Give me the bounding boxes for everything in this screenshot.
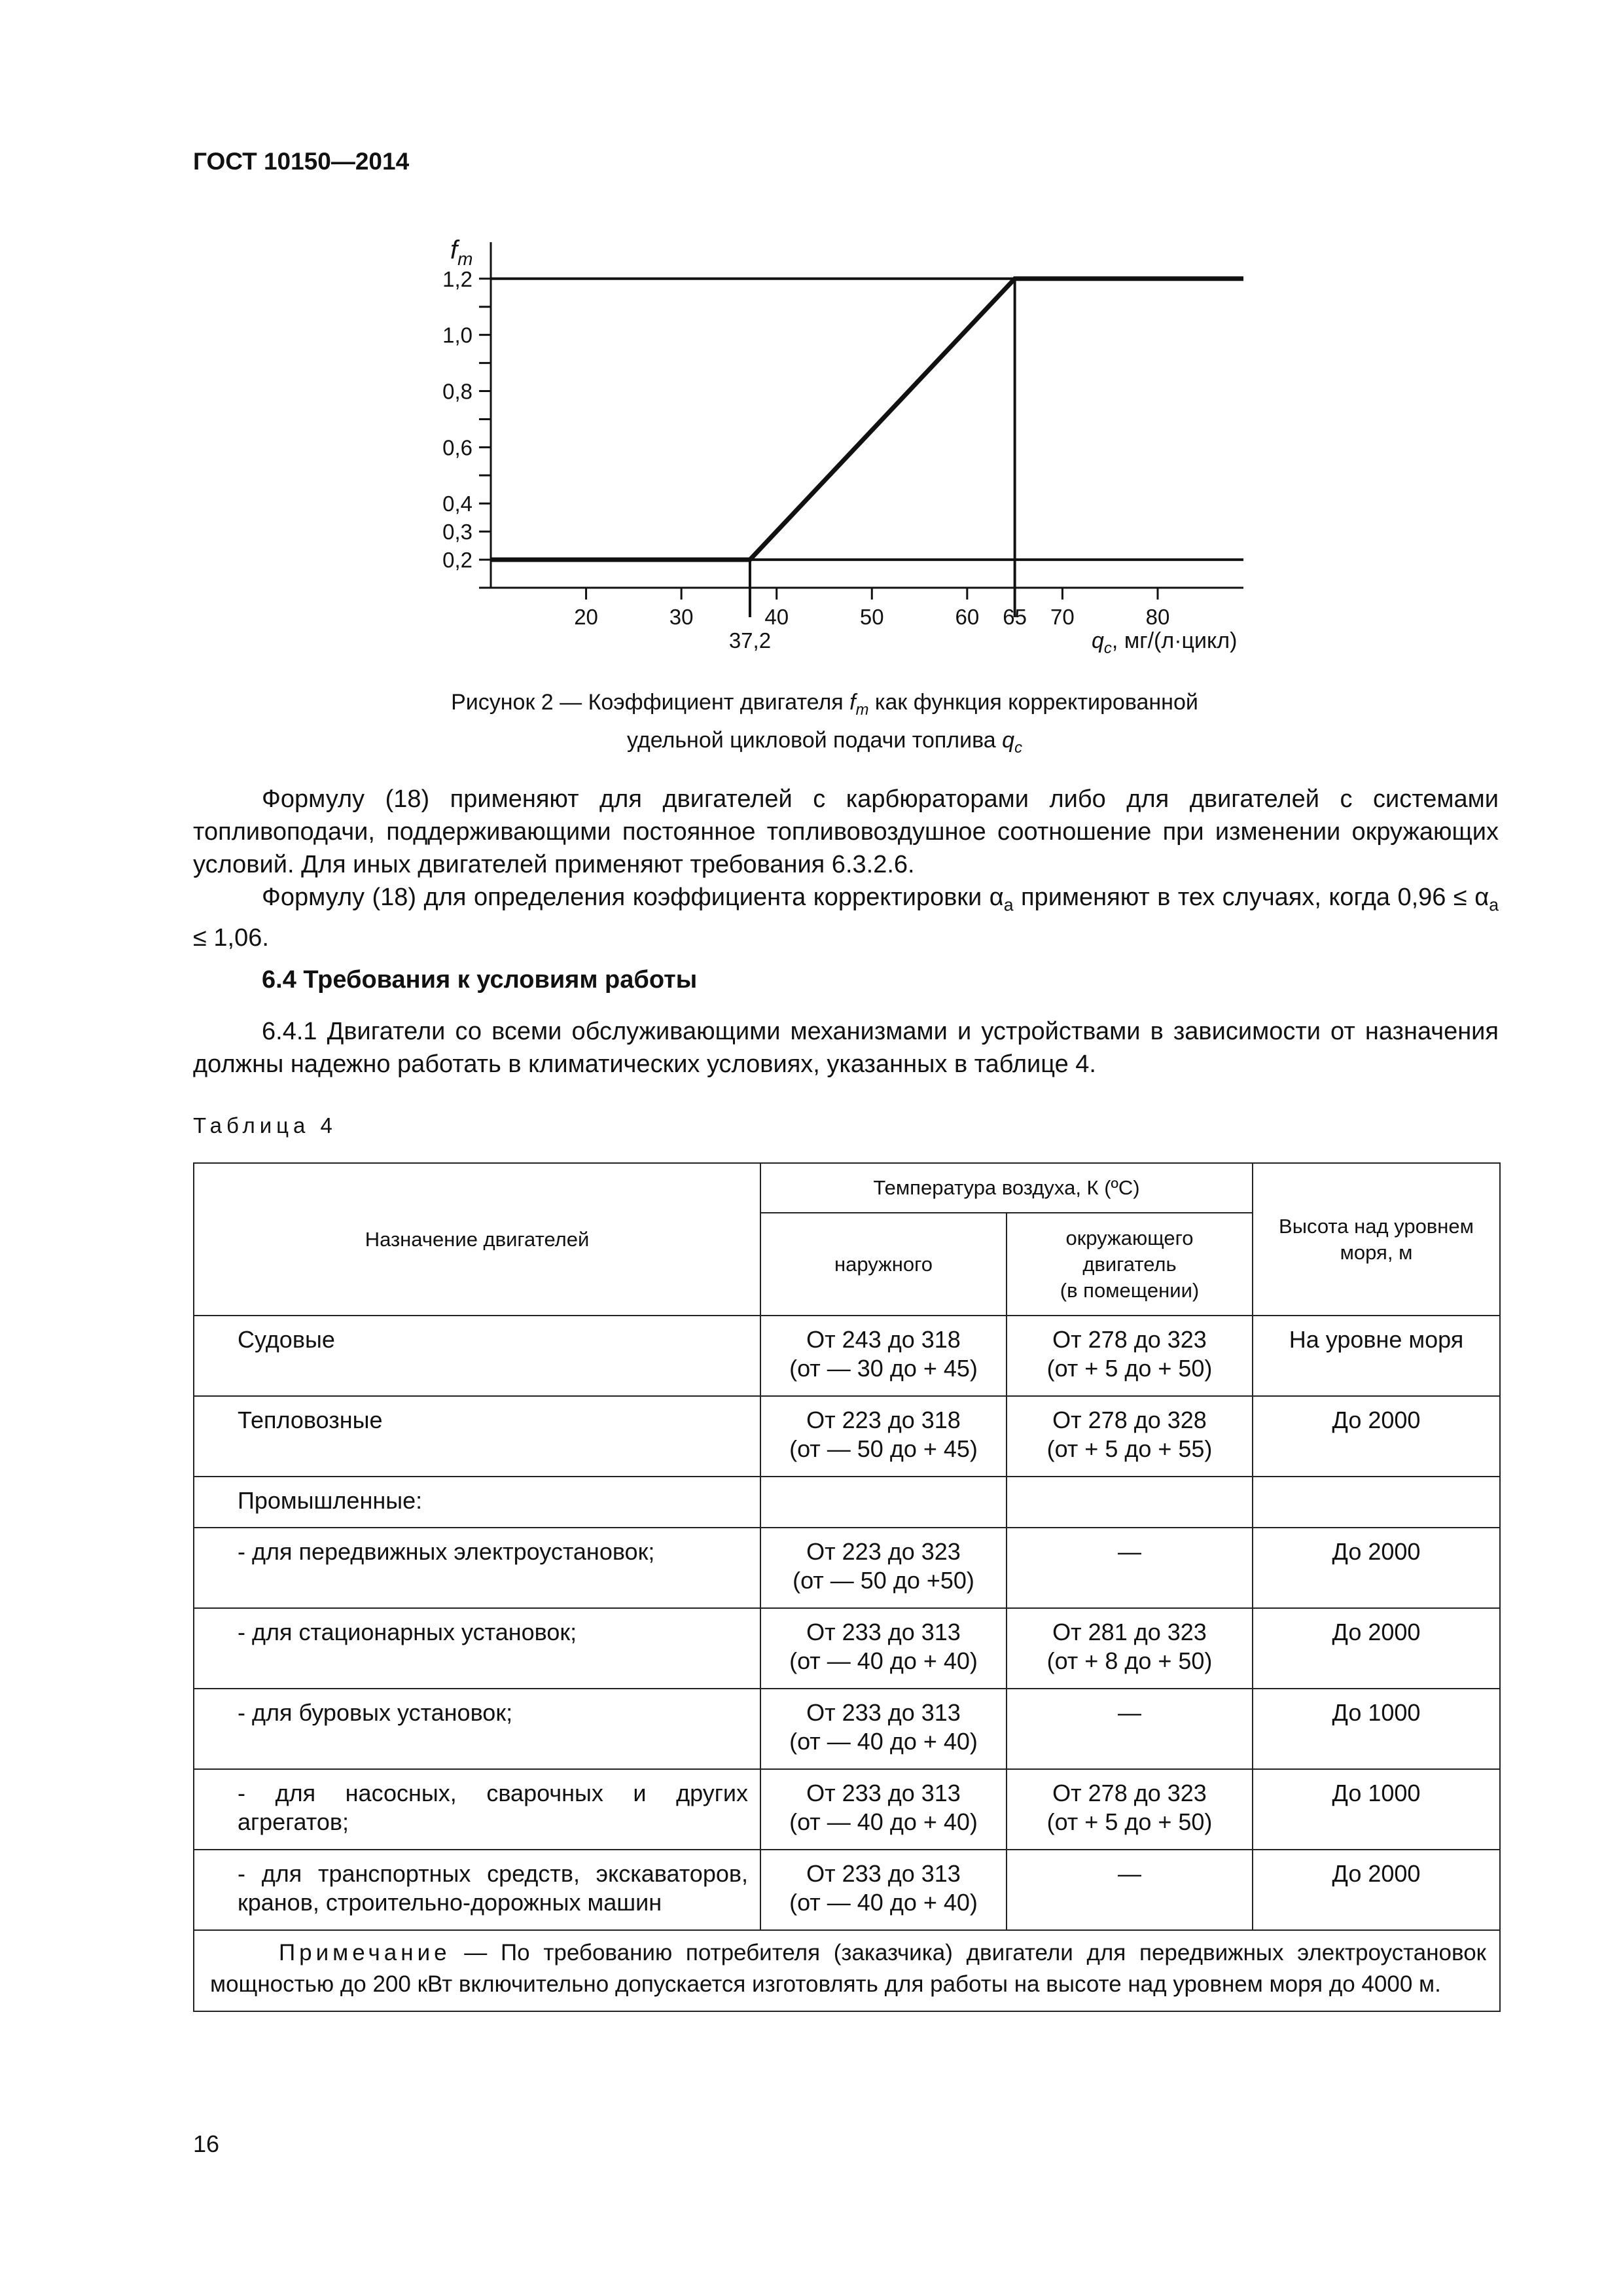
y-tick-label: 0,3	[442, 520, 473, 545]
cell-altitude: До 2000	[1253, 1396, 1500, 1477]
table-row	[194, 1769, 1500, 1850]
y-axis-label: $f_m$	[450, 236, 473, 269]
chart-y-ticks	[442, 267, 491, 588]
table-row	[194, 1396, 1500, 1477]
y-tick-label: 1,0	[442, 323, 473, 348]
table-row	[194, 1477, 1500, 1528]
cell-purpose: Тепловозные	[194, 1396, 760, 1477]
cell-altitude	[1253, 1477, 1500, 1528]
section-heading: 6.4 Требования к условиям работы	[262, 966, 698, 994]
cell-purpose: - для передвижных электроустановок;	[194, 1528, 760, 1608]
cell-altitude: До 2000	[1253, 1608, 1500, 1689]
cell-altitude: До 2000	[1253, 1528, 1500, 1608]
chart-x-ticks	[574, 588, 1169, 653]
table-row	[194, 1528, 1500, 1608]
header-temperature: Температура воздуха, К (ºС)	[760, 1163, 1253, 1213]
cell-purpose: Судовые	[194, 1316, 760, 1396]
cell-purpose: - для стационарных установок;	[194, 1608, 760, 1689]
cell-outdoor-temp: От 223 до 318 (от — 50 до + 45)	[760, 1396, 1007, 1477]
document-header: ГОСТ 10150—2014	[193, 148, 410, 175]
cell-purpose: Промышленные:	[194, 1477, 760, 1528]
y-tick-label: 0,6	[442, 435, 473, 460]
chart-series	[491, 279, 1243, 560]
series-line	[491, 279, 1243, 560]
cell-ambient-temp: От 281 до 323 (от + 8 до + 50)	[1007, 1608, 1253, 1689]
cell-ambient-temp: От 278 до 328 (от + 5 до + 55)	[1007, 1396, 1253, 1477]
paragraph-6-4-1: 6.4.1 Двигатели со всеми обслуживающими механизмами и устройствами в зависимости от назначения должны надежно работать в климатических условиях, указанных в таблице 4.	[193, 1018, 1499, 1078]
figure-caption	[393, 687, 1257, 763]
page-number: 16	[193, 2130, 220, 2157]
table-row	[194, 1608, 1500, 1689]
cell-ambient-temp: От 278 до 323 (от + 5 до + 50)	[1007, 1769, 1253, 1850]
x-tick-label: 50	[859, 605, 884, 629]
cell-purpose: - для транспортных средств, экскаваторов, кранов, строительно-дорожных машин	[194, 1850, 760, 1930]
cell-purpose: - для буровых установок;	[194, 1689, 760, 1769]
cell-ambient-temp: От 278 до 323 (от + 5 до + 50)	[1007, 1316, 1253, 1396]
cell-ambient-temp: —	[1007, 1528, 1253, 1608]
body-text-2	[193, 1015, 1499, 1081]
x-marker-label: 37,2	[728, 628, 772, 653]
cell-altitude: До 2000	[1253, 1850, 1500, 1930]
cell-altitude: До 1000	[1253, 1769, 1500, 1850]
x-axis-label: $q_c$, мг/(л·цикл)	[1092, 628, 1238, 657]
note-text: — По требованию потребителя (заказчика) двигатели для передвижных электроустановок мощностью до 200 кВт включительно допускается изготовлять для работы на высоте над уровнем моря до 4000 м.	[210, 1940, 1486, 1997]
figure-caption-line2: удельной цикловой подачи топлива $q_c$	[627, 727, 1022, 757]
body-text	[193, 783, 1499, 954]
x-tick-label: 80	[1145, 605, 1170, 629]
x-tick-label: 30	[669, 605, 694, 629]
table-note	[194, 1930, 1500, 2011]
y-tick-label: 0,8	[442, 379, 473, 404]
cell-ambient-temp	[1007, 1477, 1253, 1528]
x-tick-label: 60	[955, 605, 980, 629]
x-tick-label: 70	[1050, 605, 1075, 629]
chart-axes	[491, 242, 1243, 588]
cell-outdoor-temp: От 233 до 313 (от — 40 до + 40)	[760, 1608, 1007, 1689]
cell-purpose: - для насосных, сварочных и других агрегатов;	[194, 1769, 760, 1850]
cell-altitude: До 1000	[1253, 1689, 1500, 1769]
table-label: Таблица 4	[193, 1113, 337, 1138]
cell-outdoor-temp: От 243 до 318 (от — 30 до + 45)	[760, 1316, 1007, 1396]
header-purpose: Назначение двигателей	[194, 1163, 760, 1316]
table-row	[194, 1850, 1500, 1930]
y-tick-label: 1,2	[442, 266, 473, 291]
x-tick-label: 40	[764, 605, 789, 629]
header-outdoor: наружного	[760, 1213, 1007, 1316]
table-row	[194, 1689, 1500, 1769]
figure-caption-line1: Рисунок 2 — Коэффициент двигателя $f_m$ как функция корректированной	[451, 690, 1198, 719]
cell-outdoor-temp: От 233 до 313 (от — 40 до + 40)	[760, 1769, 1007, 1850]
paragraph-formula-18: Формулу (18) применяют для двигателей с карбюраторами либо для двигателей с системами топливоподачи, поддерживающими постоянное топливовоздушное соотношение при изменении окружающих условий. Для иных двигателей применяют требования 6.3.2.6.	[193, 785, 1499, 878]
cell-altitude: На уровне моря	[1253, 1316, 1500, 1396]
y-tick-label: 0,2	[442, 548, 473, 573]
note-label: Примечание	[279, 1940, 451, 1965]
cell-outdoor-temp: От 223 до 323 (от — 50 до +50)	[760, 1528, 1007, 1608]
header-ambient: окружающего двигатель (в помещении)	[1007, 1213, 1253, 1316]
cell-outdoor-temp: От 233 до 313 (от — 40 до + 40)	[760, 1850, 1007, 1930]
y-tick-label: 0,4	[442, 492, 473, 516]
cell-ambient-temp: —	[1007, 1689, 1253, 1769]
paragraph-alpha-correction: Формулу (18) для определения коэффициента корректировки $\alpha_a$ применяют в тех случаях, когда $0,96 \le \alpha_a \le 1,06$.	[193, 884, 1499, 952]
chart-reference-lines	[491, 279, 1243, 617]
table-body	[194, 1316, 1500, 1930]
climate-conditions-table	[193, 1162, 1501, 2012]
cell-outdoor-temp	[760, 1477, 1007, 1528]
cell-ambient-temp: —	[1007, 1850, 1253, 1930]
engine-factor-chart	[0, 0, 1623, 681]
x-tick-label: 65	[1003, 605, 1027, 629]
table-row	[194, 1316, 1500, 1396]
x-tick-label: 20	[574, 605, 598, 629]
cell-outdoor-temp: От 233 до 313 (от — 40 до + 40)	[760, 1689, 1007, 1769]
header-altitude: Высота над уровнем моря, м	[1253, 1163, 1500, 1316]
